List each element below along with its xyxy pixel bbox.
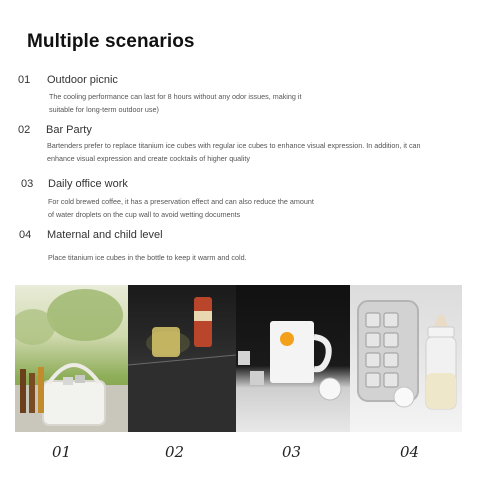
scenario-number: 03 [21,178,34,190]
scenario-title: Bar Party [46,124,92,136]
scenario-title: Daily office work [48,178,128,190]
photo-label: 02 [165,443,185,461]
scenario-number: 04 [19,229,32,241]
description-line: The cooling performance can last for 8 hours without any odor issues, making it [49,92,302,101]
description-line: suitable for long-term outdoor use) [49,105,159,114]
description-line: Bartenders prefer to replace titanium ice cubes with regular ice cubes to enhance visual expression. In addition, it can [47,141,421,150]
scenario-description [49,90,302,116]
page-title: Multiple scenarios [27,31,195,52]
bar-drink-photo [128,285,236,432]
office-illustration [236,285,350,432]
description-line: Place titanium ice cubes in the bottle to keep it warm and cold. [48,253,247,262]
photo-label: 03 [282,443,302,461]
scenario-description [47,139,421,165]
bottle-illustration [350,285,462,432]
description-line: For cold brewed coffee, it has a preservation effect and can also reduce the amount [48,197,314,206]
description-line: enhance visual expression and create cocktails of higher quality [47,154,250,163]
scenario-number: 01 [18,74,31,86]
photo-label: 04 [400,443,420,461]
picnic-illustration [15,285,128,432]
office-coffee-mug-photo [236,285,350,432]
scenario-number: 02 [18,124,31,136]
description-line: of water droplets on the cup wall to avoid wetting documents [48,210,241,219]
scenario-description [48,251,247,264]
scenario-description [48,195,314,221]
baby-bottle-ice-cubes-photo [350,285,462,432]
photo-label: 01 [52,443,72,461]
picnic-basket-photo [15,285,128,432]
bar-illustration [128,285,236,432]
scenario-title: Outdoor picnic [47,74,118,86]
scenario-title: Maternal and child level [47,229,163,241]
